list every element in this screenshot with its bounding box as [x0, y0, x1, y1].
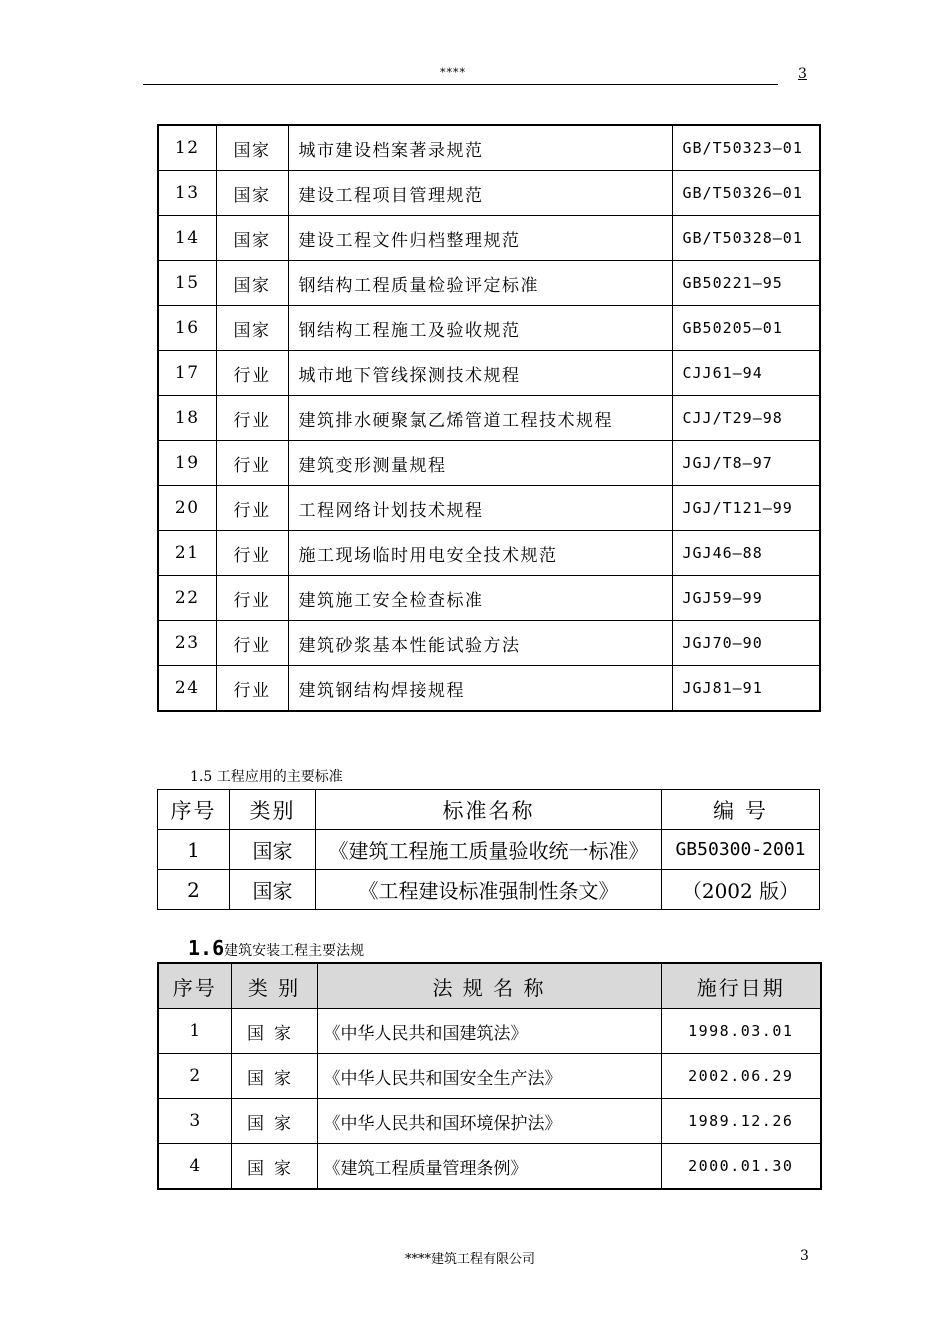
- table-cell: 建筑变形测量规程: [288, 441, 672, 486]
- table-cell: CJJ61—94: [672, 351, 820, 396]
- regulations-table: [157, 962, 822, 1190]
- section-text: 建筑安装工程主要法规: [224, 943, 365, 959]
- table-cell: 国家: [231, 1144, 317, 1190]
- table-cell: 《建筑工程质量管理条例》: [317, 1144, 661, 1190]
- table-cell: 城市建设档案著录规范: [288, 125, 672, 171]
- table-row: [158, 125, 820, 171]
- table-cell: GB50205—01: [672, 306, 820, 351]
- footer-company: ****建筑工程有限公司: [405, 1252, 536, 1267]
- table-row: [158, 531, 820, 576]
- table-cell: 17: [158, 351, 216, 396]
- header-cell: 类别: [230, 790, 316, 830]
- table-cell: 建筑钢结构焊接规程: [288, 666, 672, 712]
- table-cell: GB50300-2001: [662, 830, 820, 870]
- table-cell: JGJ46—88: [672, 531, 820, 576]
- table-row: [158, 396, 820, 441]
- table-row: [158, 870, 820, 910]
- section-1-6-title: [188, 936, 364, 960]
- table-row: [158, 441, 820, 486]
- table-cell: 行业: [216, 531, 288, 576]
- table-row: [158, 486, 820, 531]
- table-cell: GB/T50326—01: [672, 171, 820, 216]
- table-cell: GB/T50328—01: [672, 216, 820, 261]
- table-cell: 建设工程项目管理规范: [288, 171, 672, 216]
- table-cell: 施工现场临时用电安全技术规范: [288, 531, 672, 576]
- table-row: [158, 171, 820, 216]
- table-row: [158, 306, 820, 351]
- table-cell: 24: [158, 666, 216, 712]
- table-cell: JGJ59—99: [672, 576, 820, 621]
- table-cell: 2: [158, 870, 230, 910]
- table-cell: 1989.12.26: [661, 1099, 821, 1144]
- table-cell: 国家: [231, 1009, 317, 1054]
- table-cell: 行业: [216, 396, 288, 441]
- table-cell: GB50221—95: [672, 261, 820, 306]
- table-cell: 国家: [231, 1054, 317, 1099]
- table-cell: 国家: [231, 1099, 317, 1144]
- table-cell: 行业: [216, 576, 288, 621]
- table-cell: 国家: [216, 125, 288, 171]
- table-cell: 建筑排水硬聚氯乙烯管道工程技术规程: [288, 396, 672, 441]
- header-cell: 编 号: [662, 790, 820, 830]
- table-row: [158, 1054, 821, 1099]
- table-cell: 20: [158, 486, 216, 531]
- table-cell: 国家: [216, 216, 288, 261]
- table-cell: 《中华人民共和国建筑法》: [317, 1009, 661, 1054]
- table-cell: 《工程建设标准强制性条文》: [316, 870, 662, 910]
- main-standards-table: [157, 789, 820, 910]
- section-1-5-title: 1.5 工程应用的主要标准: [190, 769, 343, 785]
- table-cell: 13: [158, 171, 216, 216]
- table-cell: CJJ/T29—98: [672, 396, 820, 441]
- table-header-row: [158, 790, 820, 830]
- table-cell: 国家: [230, 830, 316, 870]
- table-cell: 建筑砂浆基本性能试验方法: [288, 621, 672, 666]
- table-cell: 行业: [216, 441, 288, 486]
- table-row: [158, 1099, 821, 1144]
- table-cell: 《中华人民共和国环境保护法》: [317, 1099, 661, 1144]
- header-cell: 序号: [158, 963, 231, 1009]
- section-number: 1.6: [188, 936, 225, 960]
- header-rule: [143, 84, 778, 85]
- table-cell: 行业: [216, 351, 288, 396]
- table-row: [158, 621, 820, 666]
- table-cell: 1: [158, 830, 230, 870]
- table-cell: 23: [158, 621, 216, 666]
- table-cell: 国家: [216, 261, 288, 306]
- table-cell: 4: [158, 1144, 231, 1190]
- table-row: [158, 261, 820, 306]
- table-cell: 建筑施工安全检查标准: [288, 576, 672, 621]
- header-cell: 序号: [158, 790, 230, 830]
- table-cell: 钢结构工程质量检验评定标准: [288, 261, 672, 306]
- table-row: [158, 576, 820, 621]
- header-cell: 施行日期: [661, 963, 821, 1009]
- table-cell: 国家: [230, 870, 316, 910]
- table-header-row: [158, 963, 821, 1009]
- table-cell: 21: [158, 531, 216, 576]
- table-cell: 工程网络计划技术规程: [288, 486, 672, 531]
- table-cell: 22: [158, 576, 216, 621]
- table-cell: 《建筑工程施工质量验收统一标准》: [316, 830, 662, 870]
- table-row: [158, 351, 820, 396]
- table-row: [158, 666, 820, 712]
- footer-page-number: 3: [800, 1248, 809, 1264]
- header-cell: 类 别: [231, 963, 317, 1009]
- table-cell: 12: [158, 125, 216, 171]
- table-cell: JGJ70—90: [672, 621, 820, 666]
- table-cell: JGJ/T8—97: [672, 441, 820, 486]
- table-cell: 钢结构工程施工及验收规范: [288, 306, 672, 351]
- table-cell: （2002 版）: [662, 870, 820, 910]
- standards-table-continued: [157, 124, 821, 712]
- table-cell: 行业: [216, 486, 288, 531]
- table-cell: 国家: [216, 171, 288, 216]
- table-row: [158, 1009, 821, 1054]
- header-cell: 法 规 名 称: [317, 963, 661, 1009]
- table-cell: 18: [158, 396, 216, 441]
- table-cell: 19: [158, 441, 216, 486]
- header-page-number: 3: [798, 66, 807, 82]
- header-text: ****: [440, 66, 466, 79]
- table-cell: JGJ/T121—99: [672, 486, 820, 531]
- table-cell: JGJ81—91: [672, 666, 820, 712]
- table-cell: 1: [158, 1009, 231, 1054]
- table-cell: 14: [158, 216, 216, 261]
- table-row: [158, 830, 820, 870]
- table-cell: 1998.03.01: [661, 1009, 821, 1054]
- table-row: [158, 1144, 821, 1190]
- header-cell: 标准名称: [316, 790, 662, 830]
- table-cell: 城市地下管线探测技术规程: [288, 351, 672, 396]
- table-cell: 行业: [216, 621, 288, 666]
- table-row: [158, 216, 820, 261]
- table-cell: 国家: [216, 306, 288, 351]
- table-cell: 2000.01.30: [661, 1144, 821, 1190]
- table-cell: 2002.06.29: [661, 1054, 821, 1099]
- table-cell: 行业: [216, 666, 288, 712]
- table-cell: 2: [158, 1054, 231, 1099]
- table-cell: 16: [158, 306, 216, 351]
- table-cell: 建设工程文件归档整理规范: [288, 216, 672, 261]
- table-cell: 《中华人民共和国安全生产法》: [317, 1054, 661, 1099]
- table-cell: 15: [158, 261, 216, 306]
- table-cell: GB/T50323—01: [672, 125, 820, 171]
- table-cell: 3: [158, 1099, 231, 1144]
